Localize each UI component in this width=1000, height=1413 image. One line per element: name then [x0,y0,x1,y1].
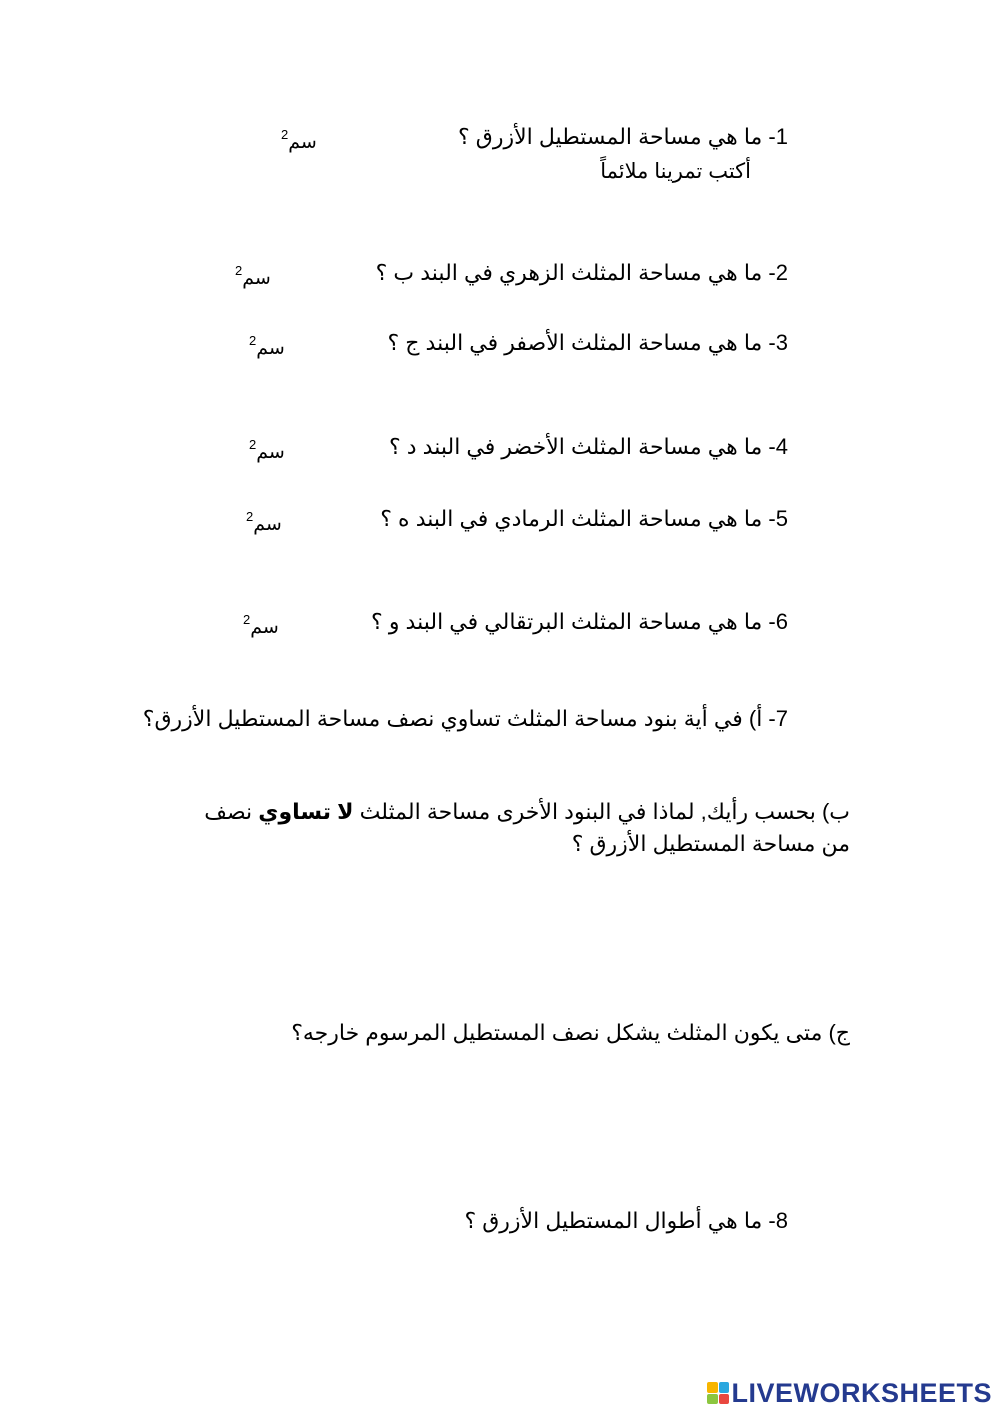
question-6-text: 6- ما هي مساحة المثلث البرتقالي في البند و ؟ [371,609,788,634]
question-8-text: 8- ما هي أطوال المستطيل الأزرق ؟ [464,1208,788,1233]
question-6-unit: سم$^2$ [243,612,279,638]
liveworksheets-logo-text: LIVEWORKSHEETS [731,1377,992,1408]
emphasis-not-equal: لا تساوي [258,799,354,824]
question-3-unit: سم$^2$ [249,333,285,359]
question-1-hint: أكتب تمرينا ملائماً [600,160,751,183]
question-7c-text: ج) متى يكون المثلث يشكل نصف المستطيل المرسوم خارجه؟ [291,1020,850,1045]
question-7b-text: ب) بحسب رأيك, لماذا في البنود الأخرى مساحة المثلث لا تساوي نصف من مساحة المستطيل الأزرق ؟ [204,799,850,856]
question-1-text: 1- ما هي مساحة المستطيل الأزرق ؟ [458,124,788,149]
question-2-unit: سم$^2$ [235,263,271,289]
question-3-text: 3- ما هي مساحة المثلث الأصفر في البند ج ؟ [387,330,788,355]
liveworksheets-logo-icon [707,1382,729,1404]
question-4-text: 4- ما هي مساحة المثلث الأخضر في البند د ؟ [388,434,788,459]
question-7a-text: 7- أ) في أية بنود مساحة المثلث تساوي نصف مساحة المستطيل الأزرق؟ [142,706,788,731]
question-1-unit: سم$^2$ [281,127,317,153]
question-2-text: 2- ما هي مساحة المثلث الزهري في البند ب ؟ [375,260,788,285]
question-5-unit: سم$^2$ [246,509,282,535]
question-4-unit: سم$^2$ [249,437,285,463]
question-5-text: 5- ما هي مساحة المثلث الرمادي في البند ه ؟ [380,506,788,531]
liveworksheets-logo [707,1378,992,1408]
